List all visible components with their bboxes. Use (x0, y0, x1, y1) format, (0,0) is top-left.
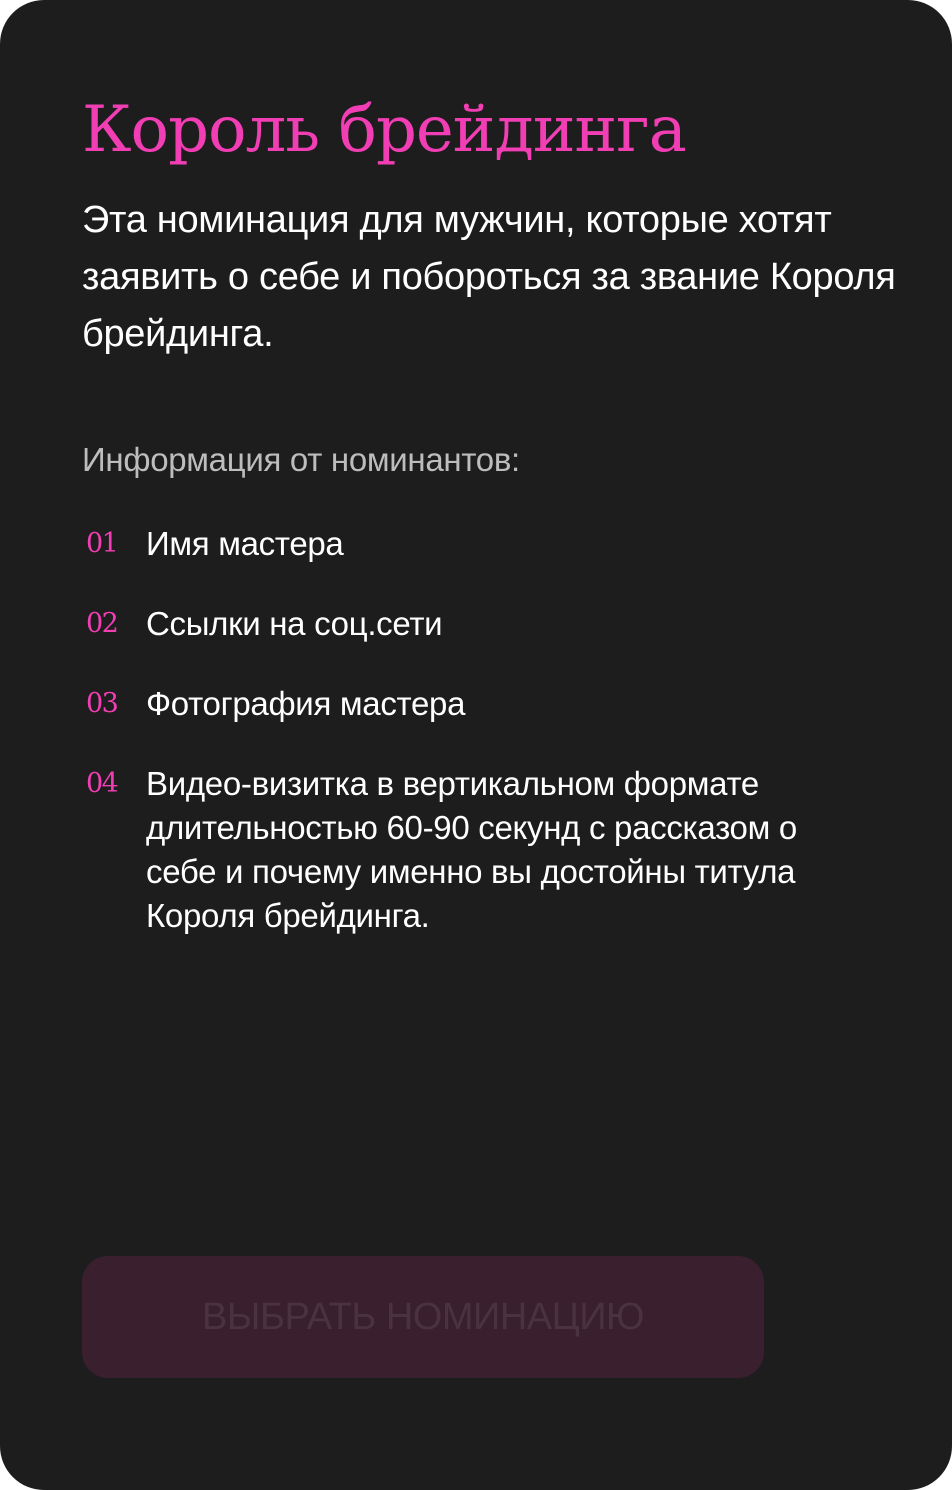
list-item-number: 02 (86, 608, 118, 639)
list-item-text: Видео-визитка в вертикальном формате длительностью 60-90 секунд с рассказом о себе и почему именно вы достойны титула Короля брейдинга. (146, 765, 797, 934)
nomination-title: Король брейдинга (82, 93, 686, 167)
list-item-text: Имя мастера (146, 525, 344, 562)
select-nomination-button[interactable]: ВЫБРАТЬ НОМИНАЦИЮ (82, 1256, 764, 1378)
list-item (82, 680, 882, 728)
requirements-list (82, 520, 882, 970)
info-heading: Информация от номинантов: (82, 441, 520, 478)
list-item (82, 520, 882, 568)
list-item (82, 600, 882, 648)
list-item-text: Ссылки на соц.сети (146, 605, 443, 642)
list-item-number: 03 (86, 688, 118, 719)
list-item-number: 04 (86, 768, 118, 799)
list-item-text: Фотография мастера (146, 685, 466, 722)
nomination-description: Эта номинация для мужчин, которые хотят заявить о себе и побороться за звание Короля брейдинга. (82, 199, 896, 355)
list-item-number: 01 (86, 528, 118, 559)
list-item (82, 760, 882, 938)
